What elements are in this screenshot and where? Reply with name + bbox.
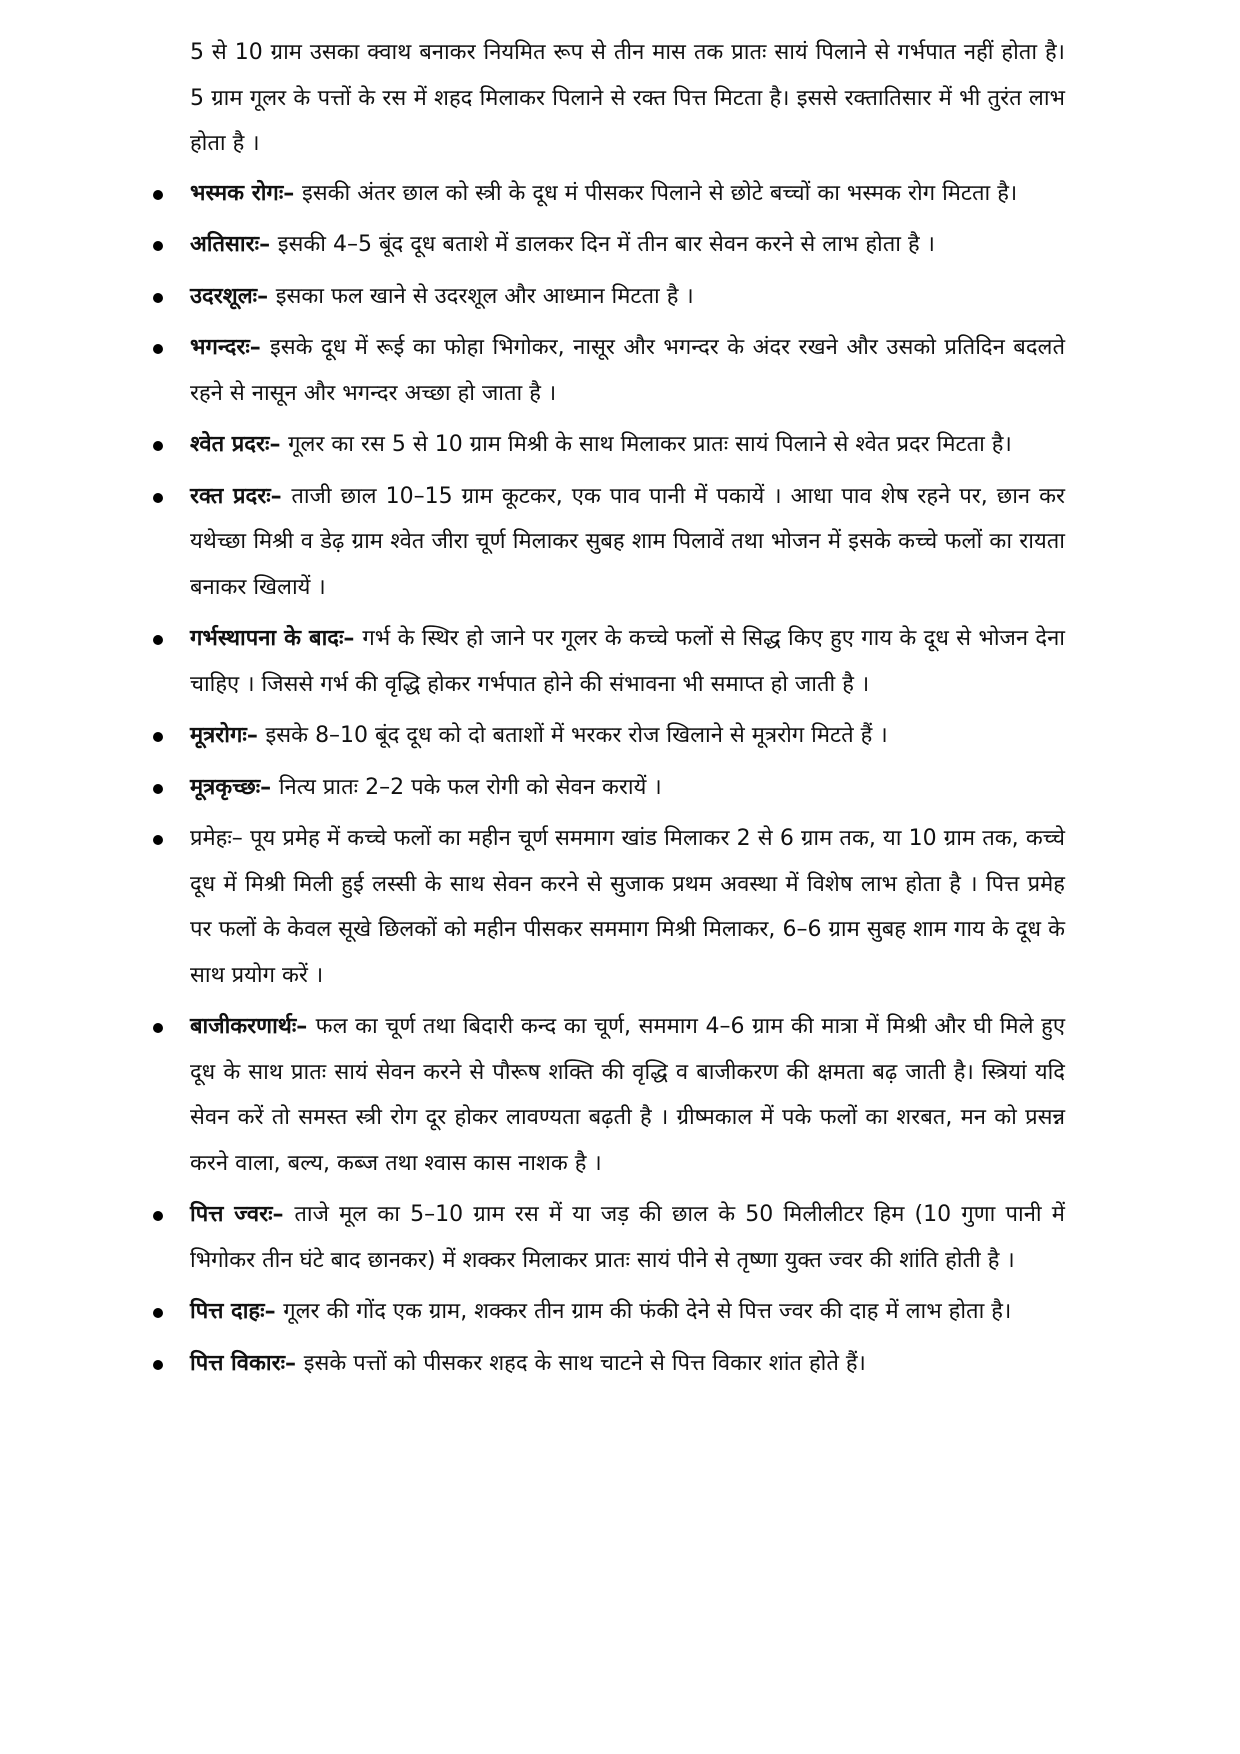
entry-separator: – bbox=[246, 723, 266, 748]
entry-text: इसकी अंतर छाल को स्त्री के दूध मं पीसकर पिलाने से छोटे बच्चों का भस्मक रोग मिटता है। bbox=[301, 180, 1018, 206]
bullet-icon bbox=[153, 1023, 163, 1033]
list-item bbox=[190, 713, 1065, 759]
entry-term: भस्मक रोगः bbox=[190, 180, 284, 206]
entry-separator: – bbox=[260, 774, 279, 800]
entry-separator: – bbox=[259, 232, 278, 257]
entry-separator: – bbox=[264, 1299, 284, 1324]
entry-text: नित्य प्रातः 2–2 पके फल रोगी को सेवन करायें । bbox=[278, 774, 662, 800]
entry-separator: – bbox=[272, 1202, 295, 1227]
entry-text: गर्भ के स्थिर हो जाने पर गूलर के कच्चे फलों से सिद्ध किए हुए गाय के दूध से भोजन देना चाहिए । जिससे गर्भ की वृद्धि होकर गर्भपात होने की संभावना भी समाप्त हो जाती है । bbox=[190, 626, 1065, 697]
list-item bbox=[190, 422, 1065, 468]
entry-text: इसका फल खाने से उदरशूल और आध्मान मिटता है । bbox=[275, 283, 694, 309]
entry-text: गूलर की गोंद एक ग्राम, शक्कर तीन ग्राम की फंकी देने से पित्त ज्वर की दाह में लाभ होता है। bbox=[283, 1299, 1012, 1324]
entry-text: ताजी छाल 10–15 ग्राम कूटकर, एक पाव पानी में पकायें । आधा पाव शेष रहने पर, छान कर यथेच्छा मिश्री व डेढ़ ग्राम श्वेत जीरा चूर्ण मिलाकर सुबह शाम पिलावें तथा भोजन में इसके कच्चे फलों का रायता बनाकर खिलायें । bbox=[190, 483, 1065, 600]
bullet-icon bbox=[153, 784, 163, 794]
entry-term: पित्त दाहः bbox=[190, 1299, 265, 1324]
entry-text: फल का चूर्ण तथा बिदारी कन्द का चूर्ण, सममाग 4–6 ग्राम की मात्रा में मिश्री और घी मिले हुए दूध के साथ प्रातः सायं सेवन करने से पौरूष शक्ति की वृद्धि व बाजीकरण की क्षमता बढ़ जाती है। स्त्रियां यदि सेवन करें तो समस्त स्त्री रोग दूर होकर लावण्यता बढ़ती है । ग्रीष्मकाल में पके फलों का शरबत, मन को प्रसन्न करने वाला, बल्य, कब्ज तथा श्वास कास नाशक है । bbox=[190, 1014, 1065, 1176]
bullet-icon bbox=[153, 241, 163, 251]
list-item bbox=[190, 616, 1065, 707]
bullet-icon bbox=[153, 441, 163, 451]
entry-term: पित्त विकारः bbox=[190, 1350, 286, 1376]
remedy-list bbox=[190, 171, 1065, 1387]
bullet-icon bbox=[153, 732, 163, 742]
entry-term: पित्त ज्वरः bbox=[190, 1202, 273, 1227]
entry-separator: – bbox=[257, 283, 276, 309]
list-item bbox=[190, 1004, 1065, 1186]
entry-term: उदरशूलः bbox=[190, 283, 258, 309]
entry-text: इसके 8–10 बूंद दूध को दो बताशों में भरकर रोज खिलाने से मूत्ररोग मिटते हैं । bbox=[265, 723, 888, 748]
list-item bbox=[190, 274, 1065, 320]
entry-text: इसके पत्तों को पीसकर शहद के साथ चाटने से पित्त विकार शांत होते हैं। bbox=[303, 1350, 866, 1376]
list-item bbox=[190, 325, 1065, 416]
entry-text: गूलर का रस 5 से 10 ग्राम मिश्री के साथ मिलाकर प्रातः सायं पिलाने से श्वेत प्रदर मिटता है। bbox=[288, 432, 1012, 457]
list-item bbox=[190, 474, 1065, 611]
entry-separator: – bbox=[270, 483, 292, 509]
entry-term: अतिसारः bbox=[190, 232, 260, 257]
entry-term: गर्भस्थापना के बादः bbox=[190, 626, 344, 651]
entry-text: इसके दूध में रूई का फोहा भिगोकर, नासूर और भगन्दर के अंदर रखने और उसको प्रतिदिन बदलते रहने से नासून और भगन्दर अच्छा हो जाता है । bbox=[190, 335, 1065, 406]
bullet-icon bbox=[153, 1211, 163, 1221]
list-item bbox=[190, 222, 1065, 268]
entry-term: मूत्ररोगः bbox=[190, 723, 247, 748]
list-item bbox=[190, 765, 1065, 811]
bullet-icon bbox=[153, 1308, 163, 1318]
bullet-icon bbox=[153, 1360, 163, 1370]
list-item bbox=[190, 1192, 1065, 1283]
entry-term: बाजीकरणार्थः bbox=[190, 1014, 297, 1039]
entry-text: ताजे मूल का 5–10 ग्राम रस में या जड़ की छाल के 50 मिलीलीटर हिम (10 गुणा पानी में भिगोकर तीन घंटे बाद छानकर) में शक्कर मिलाकर प्रातः सायं पीने से तृष्णा युक्त ज्वर की शांति होती है । bbox=[190, 1202, 1065, 1273]
entry-text: इसकी 4–5 बूंद दूध बताशे में डालकर दिन में तीन बार सेवन करने से लाभ होता है । bbox=[277, 232, 935, 257]
list-item bbox=[190, 171, 1065, 217]
bullet-icon bbox=[153, 344, 163, 354]
list-item bbox=[190, 1289, 1065, 1335]
entry-separator: – bbox=[283, 180, 302, 206]
entry-separator: – bbox=[249, 335, 270, 360]
bullet-icon bbox=[153, 190, 163, 200]
entry-separator: – bbox=[343, 626, 363, 651]
entry-term: रक्त प्रदरः bbox=[190, 483, 271, 509]
entry-text: प्रमेहः– पूय प्रमेह में कच्चे फलों का महीन चूर्ण सममाग खांड मिलाकर 2 से 6 ग्राम तक, या 10 ग्राम तक, कच्चे दूध में मिश्री मिली हुई लस्सी के साथ सेवन करने से सुजाक प्रथम अवस्था में विशेष लाभ होता है । पित्त प्रमेह पर फलों के केवल सूखे छिलकों को महीन पीसकर सममाग मिश्री मिलाकर, 6–6 ग्राम सुबह शाम गाय के दूध के साथ प्रयोग करें । bbox=[190, 826, 1065, 988]
entry-term: भगन्दरः bbox=[190, 335, 250, 360]
entry-separator: – bbox=[269, 432, 289, 457]
entry-separator: – bbox=[285, 1350, 304, 1376]
bullet-icon bbox=[153, 293, 163, 303]
entry-separator: – bbox=[296, 1014, 316, 1039]
bullet-icon bbox=[153, 635, 163, 645]
list-item bbox=[190, 1341, 1065, 1387]
list-item bbox=[190, 816, 1065, 998]
intro-paragraph: 5 से 10 ग्राम उसका क्वाथ बनाकर नियमित रूप से तीन मास तक प्रातः सायं पिलाने से गर्भपात नहीं होता है। 5 ग्राम गूलर के पत्तों के रस में शहद मिलाकर पिलाने से रक्त पित्त मिटता है। इससे रक्तातिसार में भी तुरंत लाभ होता है । bbox=[190, 40, 1065, 156]
bullet-icon bbox=[153, 835, 163, 845]
bullet-icon bbox=[153, 493, 163, 503]
entry-term: मूत्रकृच्छः bbox=[190, 774, 261, 800]
entry-term: श्वेत प्रदरः bbox=[190, 432, 270, 457]
